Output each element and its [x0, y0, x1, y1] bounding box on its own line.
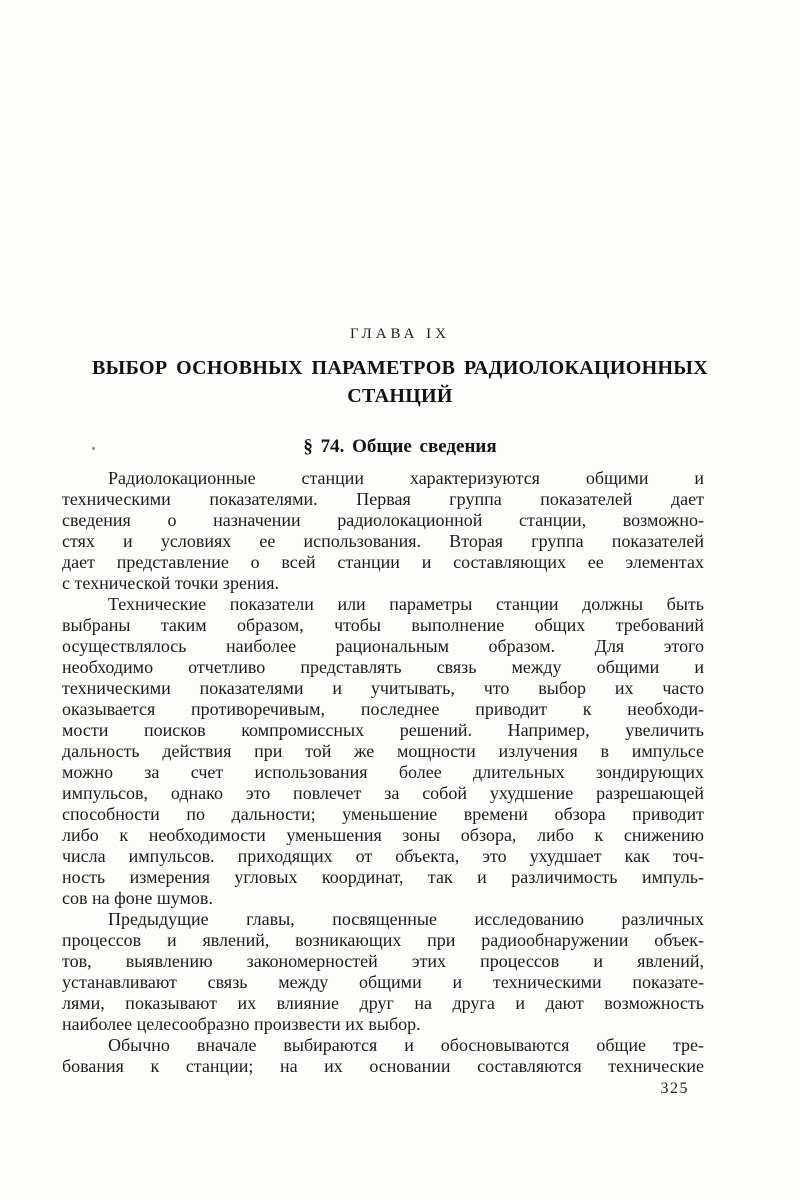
- section-heading: § 74. Общие сведения: [303, 436, 497, 457]
- text-line: способности по дальности; уменьшение времени обзора приводит: [62, 804, 704, 824]
- text-line: бования к станции; на их основании составляются технические: [62, 1056, 704, 1076]
- text-line: выбраны таким образом, чтобы выполнение общих требований: [62, 615, 704, 635]
- paragraph: [62, 594, 704, 909]
- ink-speck: [92, 447, 95, 450]
- text-line: Технические показатели или параметры станции должны быть: [108, 594, 704, 614]
- text-line: сов на фоне шумов.: [62, 888, 213, 908]
- paragraph: [62, 909, 704, 1035]
- text-line: процессов и явлений, возникающих при радиообнаружении объек-: [62, 930, 704, 950]
- text-line: наиболее целесообразно произвести их выбор.: [62, 1014, 421, 1034]
- text-line: Радиолокационные станции характеризуются общими и: [108, 468, 704, 488]
- text-line: техническими показателями. Первая группа показателей дает: [62, 489, 704, 509]
- text-line: осуществлялось наиболее рациональным образом. Для этого: [62, 636, 704, 656]
- text-line: лями, показывают их влияние друг на друга и дают возможность: [62, 993, 704, 1013]
- book-title-line-1: ВЫБОР ОСНОВНЫХ ПАРАМЕТРОВ РАДИОЛОКАЦИОННЫХ: [92, 357, 708, 379]
- text-line: техническими показателями и учитывать, что выбор их часто: [62, 678, 704, 698]
- text-line: числа импульсов. приходящих от объекта, это ухудшает как точ-: [62, 846, 704, 866]
- book-title-line-2: СТАНЦИЙ: [347, 385, 453, 407]
- text-line: либо к необходимости уменьшения зоны обзора, либо к снижению: [62, 825, 704, 845]
- text-line: дальность действия при той же мощности излучения в импульсе: [62, 741, 704, 761]
- paragraph: [62, 468, 704, 594]
- chapter-heading: ГЛАВА IX: [349, 326, 451, 342]
- text-line: необходимо отчетливо представлять связь между общими и: [62, 657, 704, 677]
- text-line: тов, выявлению закономерностей этих процессов и явлений,: [62, 951, 704, 971]
- text-line: стях и условиях ее использования. Вторая группа показателей: [62, 531, 704, 551]
- book-title: [92, 354, 708, 410]
- text-line: оказывается противоречивым, последнее приводит к необходи-: [62, 699, 704, 719]
- text-line: сведения о назначении радиолокационной станции, возможно-: [62, 510, 704, 530]
- text-line: Предыдущие главы, посвященные исследованию различных: [108, 909, 704, 929]
- text-line: мости поисков компромиссных решений. Например, увеличить: [62, 720, 704, 740]
- text-line: ность измерения угловых координат, так и различимость импуль-: [62, 867, 704, 887]
- text-line: можно за счет использования более длительных зондирующих: [62, 762, 704, 782]
- body-text: [62, 468, 704, 1077]
- page-number: 325: [660, 1080, 689, 1097]
- text-line: устанавливают связь между общими и техническими показате-: [62, 972, 704, 992]
- text-line: импульсов, однако это повлечет за собой ухудшение разрешающей: [62, 783, 704, 803]
- text-line: с технической точки зрения.: [62, 573, 280, 593]
- paragraph: [62, 1035, 704, 1077]
- text-line: дает представление о всей станции и составляющих ее элементах: [62, 552, 704, 572]
- text-line: Обычно вначале выбираются и обосновываются общие тре-: [108, 1035, 704, 1055]
